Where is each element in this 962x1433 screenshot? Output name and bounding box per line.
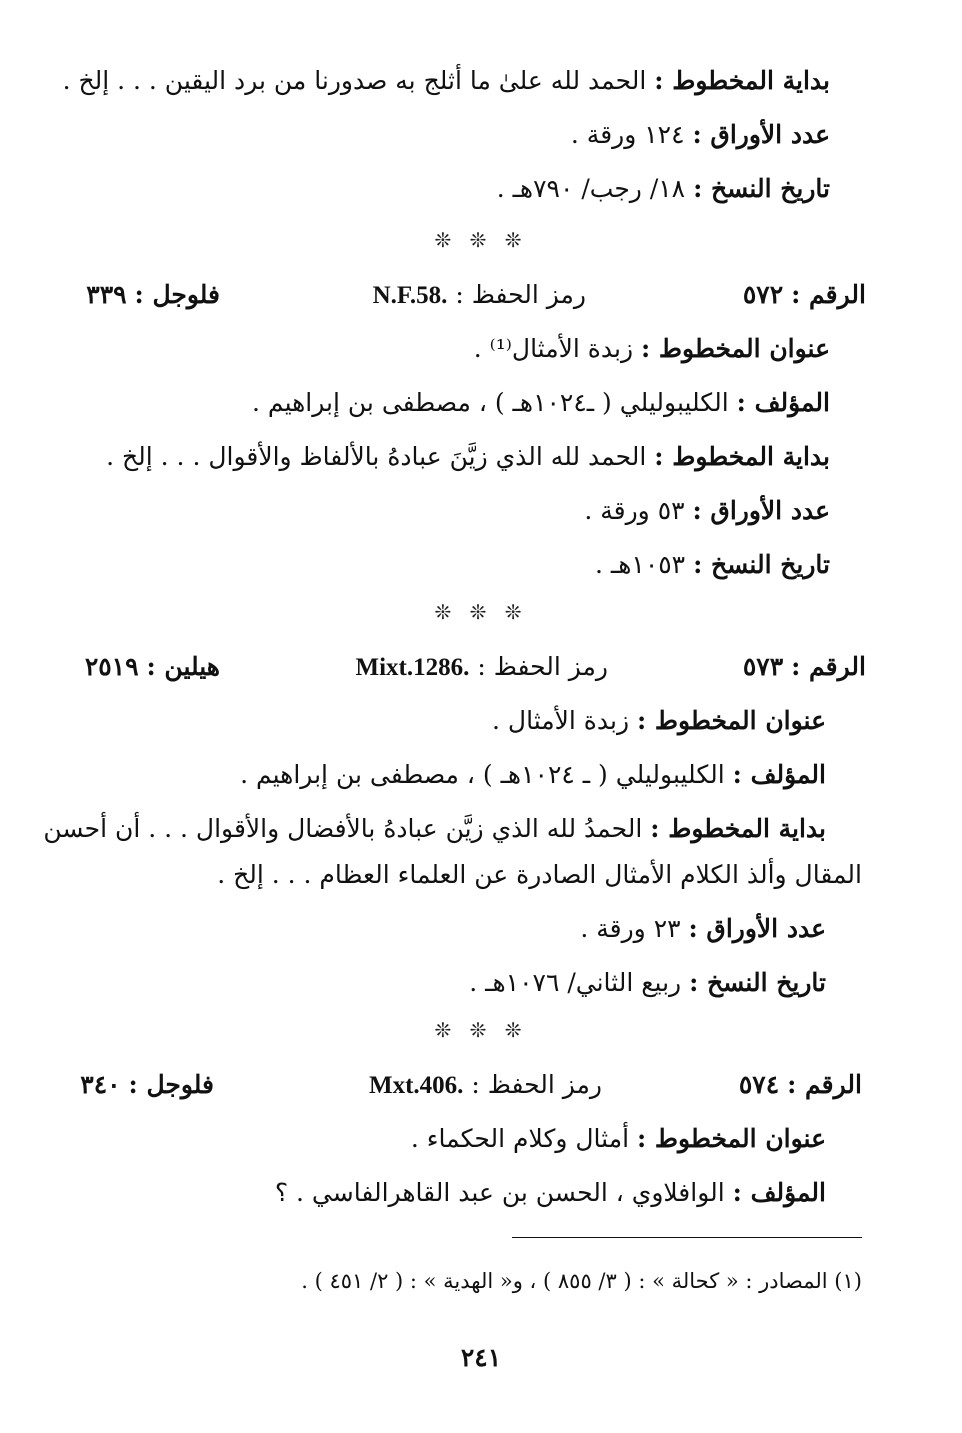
copy-date-label: تاريخ النسخ :: [689, 968, 826, 997]
copy-date-value: ١٨/ رجب/ ٧٩٠هـ .: [496, 174, 686, 203]
title-label: عنوان المخطوط :: [636, 706, 826, 735]
author-label: المؤلف :: [732, 760, 826, 789]
author-label: المؤلف :: [736, 388, 830, 417]
catalog-ref: [85, 650, 220, 684]
shelf-code: [356, 650, 608, 685]
author-line: [275, 1176, 826, 1210]
leaves-value: ٥٣ ورقة .: [584, 496, 685, 525]
title-line: [492, 704, 826, 738]
title-value: زبدة الأمثال⁽¹⁾ .: [473, 334, 634, 363]
shelf-code: [369, 1068, 602, 1103]
start-label: بداية المخطوط :: [654, 66, 830, 95]
ref-label: فلوجل :: [134, 280, 220, 309]
author-label: المؤلف :: [732, 1178, 826, 1207]
page-number: ٢٤١: [460, 1343, 502, 1372]
start-value-continued: المقال وألذ الكلام الأمثال الصادرة عن العلماء العظام . . . إلخ .: [217, 860, 862, 889]
start-line: [106, 440, 830, 474]
code-label: رمز الحفظ :: [477, 652, 608, 681]
leaves-value: ٢٣ ورقة .: [580, 914, 681, 943]
copy-date-label: تاريخ النسخ :: [693, 174, 830, 203]
start-value: الحمد لله علىٰ ما أثلج به صدورنا من برد اليقين . . . إلخ .: [62, 66, 647, 95]
author-value: الوافلاوي ، الحسن بن عبد القاهرالفاسي . ؟: [274, 1178, 725, 1207]
author-value: الكليبوليلي ( ـ١٠٢٤هـ ) ، مصطفى بن إبراهيم .: [252, 388, 729, 417]
footnote: (١) المصادر : « كحالة » : ( ٣/ ٨٥٥ ) ، و« الهدية » : ( ٢/ ٤٥١ ) .: [301, 1269, 862, 1293]
copy-date-value: ربيع الثاني/ ١٠٧٦هـ .: [469, 968, 682, 997]
number-label: الرقم :: [791, 280, 866, 309]
entry-number: [743, 278, 866, 312]
title-value: زبدة الأمثال .: [492, 706, 630, 735]
start-value: الحمدُ لله الذي زيَّن عبادهُ بالأفضال والأقوال . . . أن أحسن: [43, 814, 643, 843]
ref-value: ٣٤٠: [80, 1070, 121, 1099]
title-line: [411, 1122, 826, 1156]
author-line: [240, 758, 826, 792]
title-label: عنوان المخطوط :: [640, 334, 830, 363]
top-start-line: [63, 64, 830, 98]
top-date-line: [497, 172, 830, 206]
footnote-rule: [512, 1237, 862, 1238]
author-value: الكليبوليلي ( ـ ١٠٢٤هـ ) ، مصطفى بن إبراهيم .: [240, 760, 725, 789]
date-line: [469, 966, 826, 1000]
top-leaves-line: [571, 118, 830, 152]
date-line: [595, 548, 830, 582]
title-line: [474, 332, 830, 366]
catalog-ref: [80, 1068, 214, 1102]
number-value: ٥٧٣: [742, 652, 784, 681]
separator-ornament: ❊ ❊ ❊: [434, 600, 528, 624]
shelf-code: [373, 278, 586, 313]
ref-label: فلوجل :: [128, 1070, 214, 1099]
entry-number: [743, 650, 866, 684]
number-value: ٥٧٢: [742, 280, 784, 309]
start-value: الحمد لله الذي زيَّنَ عبادهُ بالألفاظ والأقوال . . . إلخ .: [106, 442, 647, 471]
number-label: الرقم :: [791, 652, 866, 681]
code-value: N.F.58.: [372, 282, 448, 309]
code-label: رمز الحفظ :: [471, 1070, 602, 1099]
author-line: [252, 386, 830, 420]
catalog-ref: [86, 278, 220, 312]
leaves-value: ١٢٤ ورقة .: [570, 120, 685, 149]
copy-date-label: تاريخ النسخ :: [693, 550, 830, 579]
start-label: بداية المخطوط :: [650, 814, 826, 843]
leaves-label: عدد الأوراق :: [692, 496, 830, 525]
leaves-label: عدد الأوراق :: [688, 914, 826, 943]
title-value: أمثال وكلام الحكماء .: [410, 1124, 630, 1153]
separator-ornament: ❊ ❊ ❊: [434, 228, 528, 252]
start-line-continued: [217, 858, 862, 892]
leaves-line: [584, 494, 830, 528]
entry-number: [739, 1068, 862, 1102]
separator-ornament: ❊ ❊ ❊: [434, 1018, 528, 1042]
ref-value: ٣٣٩: [86, 280, 127, 309]
leaves-label: عدد الأوراق :: [692, 120, 830, 149]
start-label: بداية المخطوط :: [654, 442, 830, 471]
ref-value: ٢٥١٩: [84, 652, 139, 681]
ref-label: هيلين :: [146, 652, 220, 681]
leaves-line: [580, 912, 826, 946]
number-value: ٥٧٤: [738, 1070, 780, 1099]
start-line: [43, 812, 826, 846]
code-label: رمز الحفظ :: [455, 280, 586, 309]
code-value: Mixt.1286.: [355, 654, 470, 681]
code-value: Mxt.406.: [368, 1072, 464, 1099]
title-label: عنوان المخطوط :: [636, 1124, 826, 1153]
number-label: الرقم :: [787, 1070, 862, 1099]
copy-date-value: ١٠٥٣هـ .: [594, 550, 686, 579]
